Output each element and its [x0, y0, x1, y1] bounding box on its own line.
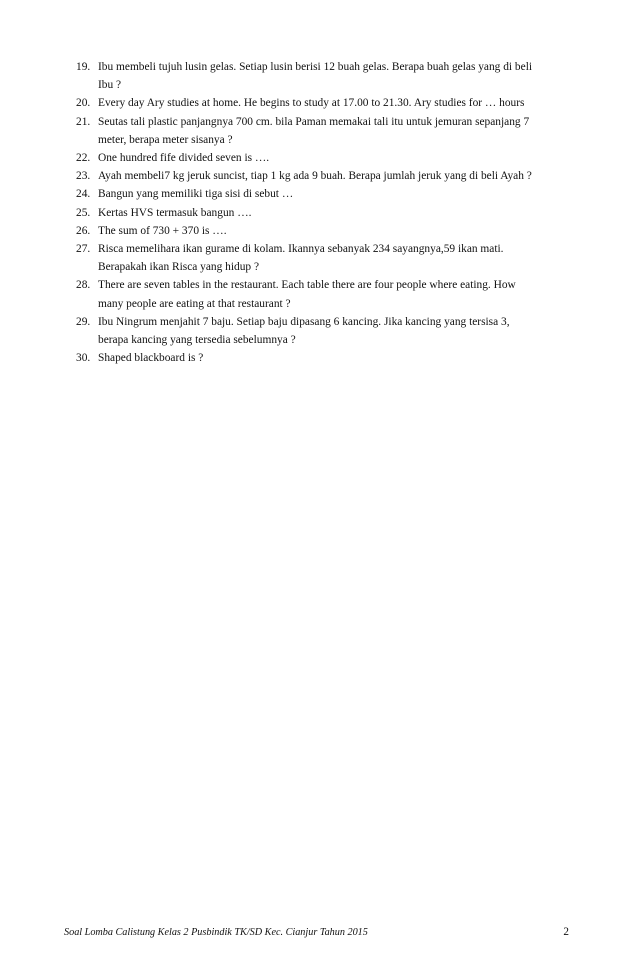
question-item	[76, 240, 566, 276]
question-item	[76, 222, 566, 240]
footer-text: Soal Lomba Calistung Kelas 2 Pusbindik TK/SD Kec. Cianjur Tahun 2015	[64, 927, 368, 938]
question-number: 26.	[76, 224, 91, 237]
question-item	[76, 167, 566, 185]
question-item	[76, 185, 566, 203]
question-number: 19.	[76, 61, 91, 73]
question-text: Seutas tali plastic panjangnya 700 cm. bila Paman memakai tali itu untuk jemuran sepanjang 7 meter, berapa meter sisanya ?	[98, 115, 530, 146]
question-number: 24.	[76, 188, 91, 201]
question-list	[76, 58, 566, 367]
question-number: 29.	[76, 315, 91, 328]
question-item	[76, 58, 566, 94]
page-footer	[64, 927, 569, 943]
question-number: 20.	[76, 97, 91, 110]
question-item	[76, 113, 566, 149]
question-item	[76, 149, 566, 167]
question-number: 27.	[76, 243, 91, 256]
question-text: Risca memelihara ikan gurame di kolam. Ikannya sebanyak 234 sayangnya,59 ikan mati. Berapakah ikan Risca yang hidup ?	[98, 243, 504, 274]
question-item	[76, 313, 566, 349]
question-text: One hundred fife divided seven is ….	[98, 152, 270, 165]
question-number: 25.	[76, 206, 91, 219]
question-text: Ayah membeli7 kg jeruk suncist, tiap 1 kg ada 9 buah. Berapa jumlah jeruk yang di beli Ayah ?	[98, 170, 532, 183]
question-number: 22.	[76, 152, 91, 165]
question-text: Ibu Ningrum menjahit 7 baju. Setiap baju dipasang 6 kancing. Jika kancing yang tersisa 3, berapa kancing yang tersedia sebelumnya ?	[98, 315, 510, 347]
page-number: 2	[563, 926, 569, 938]
question-text: Bangun yang memiliki tiga sisi di sebut …	[98, 188, 294, 201]
question-text: Kertas HVS termasuk bangun ….	[98, 206, 252, 219]
question-item	[76, 276, 566, 312]
question-number: 23.	[76, 170, 91, 183]
question-item	[76, 94, 566, 112]
question-text: Ibu membeli tujuh lusin gelas. Setiap lusin berisi 12 buah gelas. Berapa buah gelas yang di beli Ibu ?	[98, 61, 533, 92]
question-item	[76, 349, 566, 367]
question-text: There are seven tables in the restaurant. Each table there are four people where eating. How many people are eating at that restaurant ?	[98, 279, 516, 310]
question-number: 21.	[76, 115, 91, 128]
question-text: Every day Ary studies at home. He begins to study at 17.00 to 21.30. Ary studies for … hours	[98, 97, 525, 110]
question-text: Shaped blackboard is ?	[98, 352, 204, 365]
question-number: 30.	[76, 352, 91, 365]
question-item	[76, 204, 566, 222]
question-text: The sum of 730 + 370 is ….	[98, 224, 227, 237]
question-number: 28.	[76, 279, 91, 292]
